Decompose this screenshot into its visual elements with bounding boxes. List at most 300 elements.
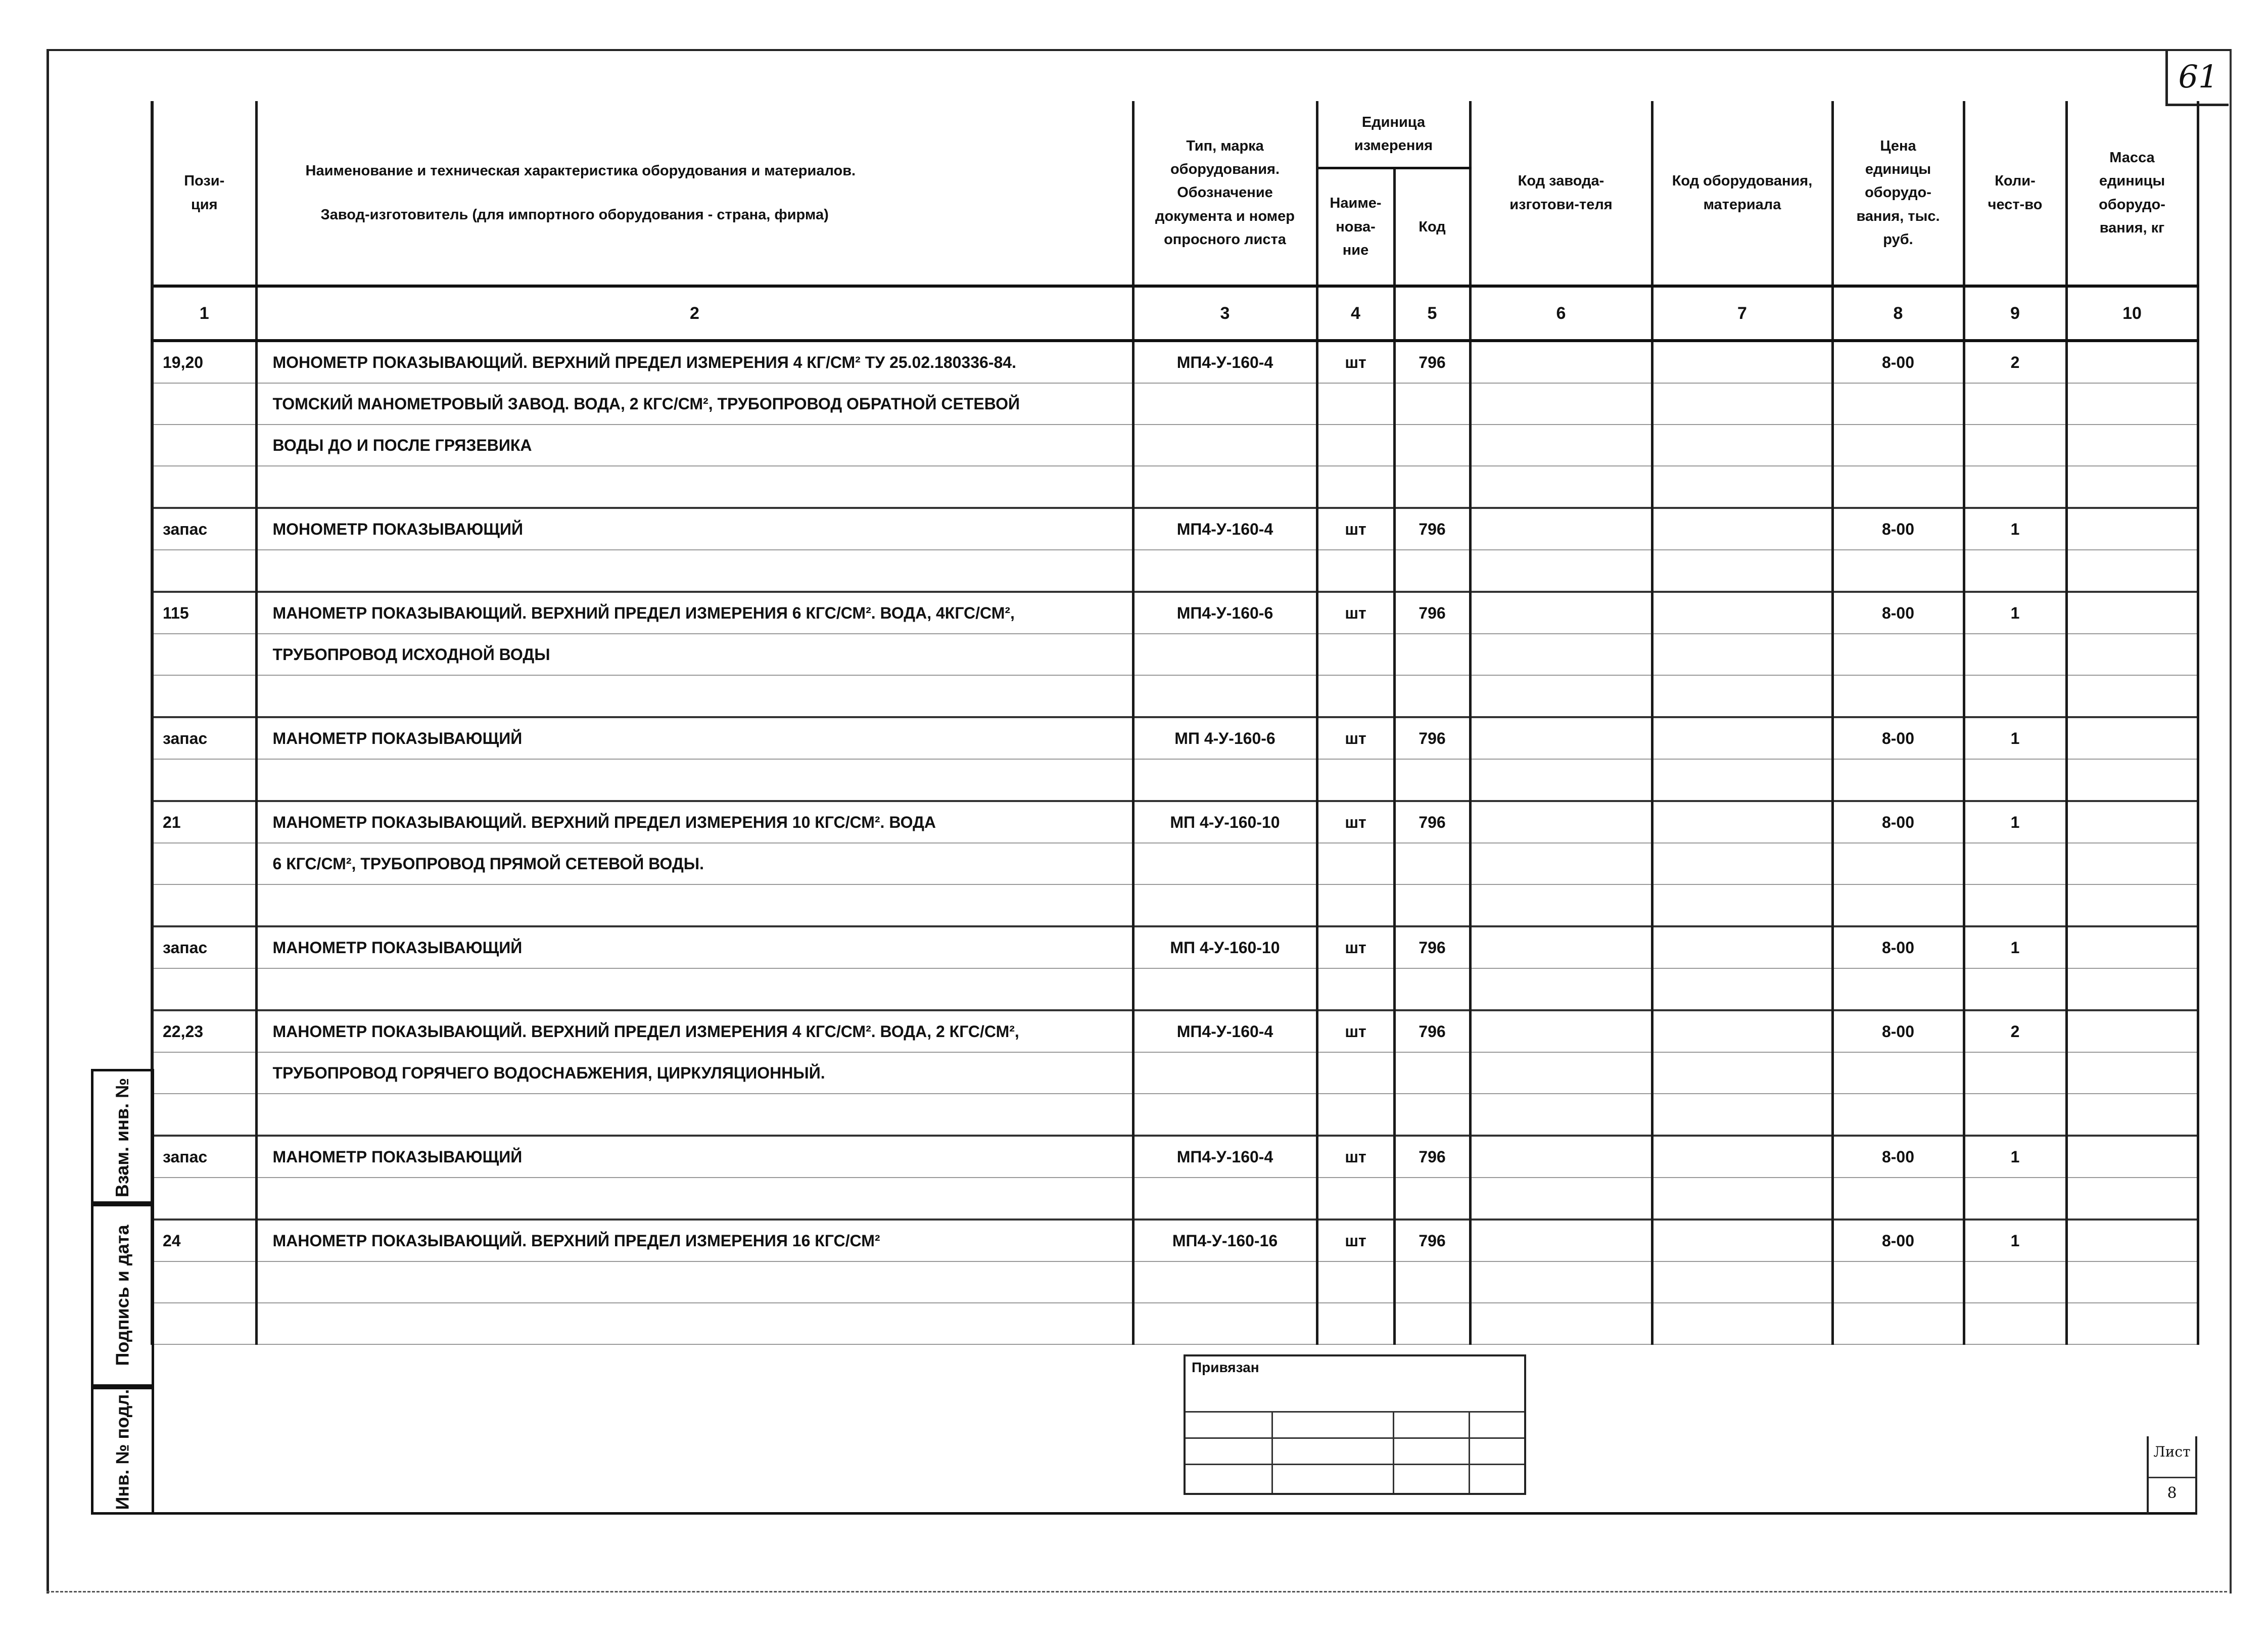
row-quantity: 1	[1964, 801, 2066, 843]
row-unit: шт	[1317, 1136, 1394, 1178]
row-quantity	[1964, 550, 2066, 592]
row-unit-code: 796	[1394, 341, 1470, 383]
row-type: МП 4-У-160-10	[1133, 801, 1317, 843]
row-type	[1133, 675, 1317, 717]
row-equipment-code	[1652, 634, 1832, 675]
row-name: МОНОМЕТР ПОКАЗЫВАЮЩИЙ. ВЕРХНИЙ ПРЕДЕЛ ИЗМЕРЕНИЯ 4 КГ/СМ² ТУ 25.02.180336-84.	[256, 341, 1133, 383]
table-row	[152, 968, 2198, 1010]
row-unit-code: 796	[1394, 801, 1470, 843]
row-unit-code	[1394, 675, 1470, 717]
row-unit-code	[1394, 759, 1470, 801]
row-type	[1133, 634, 1317, 675]
header-position: Пози- ция	[152, 101, 256, 286]
row-price	[1832, 550, 1964, 592]
row-position	[152, 1052, 256, 1094]
row-position	[152, 968, 256, 1010]
row-unit-code	[1394, 843, 1470, 884]
row-factory-code	[1470, 1136, 1652, 1178]
row-factory-code	[1470, 926, 1652, 968]
row-unit	[1317, 968, 1394, 1010]
row-unit-code	[1394, 884, 1470, 926]
row-equipment-code	[1652, 675, 1832, 717]
header-unit-group: Единица измерения	[1317, 101, 1470, 168]
row-equipment-code	[1652, 508, 1832, 550]
row-unit: шт	[1317, 1220, 1394, 1261]
row-position: запас	[152, 1136, 256, 1178]
row-type	[1133, 759, 1317, 801]
row-unit	[1317, 759, 1394, 801]
row-equipment-code	[1652, 592, 1832, 634]
row-quantity: 1	[1964, 926, 2066, 968]
row-price: 8-00	[1832, 801, 1964, 843]
row-type	[1133, 466, 1317, 508]
row-quantity	[1964, 425, 2066, 466]
row-unit-code	[1394, 550, 1470, 592]
trim-line	[46, 1591, 2227, 1592]
row-unit: шт	[1317, 592, 1394, 634]
table-row	[152, 926, 2198, 968]
row-mass	[2066, 968, 2198, 1010]
row-factory-code	[1470, 884, 1652, 926]
table-row	[152, 801, 2198, 843]
table-row	[152, 1052, 2198, 1094]
row-mass	[2066, 550, 2198, 592]
row-type	[1133, 1178, 1317, 1220]
row-quantity	[1964, 1261, 2066, 1303]
stamp-divider	[1393, 1411, 1394, 1493]
row-unit: шт	[1317, 801, 1394, 843]
stamp-line	[1186, 1437, 1524, 1439]
row-factory-code	[1470, 592, 1652, 634]
row-mass	[2066, 383, 2198, 425]
row-type: МП4-У-160-6	[1133, 592, 1317, 634]
row-price: 8-00	[1832, 1220, 1964, 1261]
row-equipment-code	[1652, 801, 1832, 843]
row-unit	[1317, 843, 1394, 884]
row-equipment-code	[1652, 884, 1832, 926]
row-equipment-code	[1652, 1010, 1832, 1052]
row-factory-code	[1470, 1094, 1652, 1136]
specification-table	[151, 101, 2199, 1345]
row-unit-code: 796	[1394, 592, 1470, 634]
row-mass	[2066, 759, 2198, 801]
row-equipment-code	[1652, 926, 1832, 968]
row-position	[152, 843, 256, 884]
row-name: МАНОМЕТР ПОКАЗЫВАЮЩИЙ	[256, 1136, 1133, 1178]
stamp-divider	[1271, 1411, 1273, 1493]
row-position	[152, 1178, 256, 1220]
row-mass	[2066, 1303, 2198, 1344]
table-row	[152, 1178, 2198, 1220]
row-type	[1133, 425, 1317, 466]
table-row	[152, 759, 2198, 801]
row-equipment-code	[1652, 383, 1832, 425]
row-type	[1133, 550, 1317, 592]
table-row	[152, 1261, 2198, 1303]
row-mass	[2066, 508, 2198, 550]
row-name: ТОМСКИЙ МАНОМЕТРОВЫЙ ЗАВОД. ВОДА, 2 КГС/СМ², ТРУБОПРОВОД ОБРАТНОЙ СЕТЕВОЙ	[256, 383, 1133, 425]
row-type	[1133, 843, 1317, 884]
row-unit-code	[1394, 425, 1470, 466]
row-name	[256, 1261, 1133, 1303]
row-equipment-code	[1652, 759, 1832, 801]
row-mass	[2066, 592, 2198, 634]
side-field-signature-date: Подпись и дата	[91, 1201, 154, 1389]
table-row	[152, 341, 2198, 383]
row-unit	[1317, 1303, 1394, 1344]
table-row	[152, 1220, 2198, 1261]
row-name: МОНОМЕТР ПОКАЗЫВАЮЩИЙ	[256, 508, 1133, 550]
row-name: ВОДЫ ДО И ПОСЛЕ ГРЯЗЕВИКА	[256, 425, 1133, 466]
row-position	[152, 1303, 256, 1344]
row-name: ТРУБОПРОВОД ИСХОДНОЙ ВОДЫ	[256, 634, 1133, 675]
row-equipment-code	[1652, 1261, 1832, 1303]
row-quantity: 1	[1964, 717, 2066, 759]
header-name	[256, 101, 1133, 286]
row-factory-code	[1470, 717, 1652, 759]
row-factory-code	[1470, 1303, 1652, 1344]
row-unit-code: 796	[1394, 1136, 1470, 1178]
row-factory-code	[1470, 466, 1652, 508]
row-type	[1133, 383, 1317, 425]
col-number: 7	[1652, 286, 1832, 341]
row-position	[152, 634, 256, 675]
row-unit	[1317, 1094, 1394, 1136]
table-row	[152, 1010, 2198, 1052]
row-factory-code	[1470, 1178, 1652, 1220]
col-number: 2	[256, 286, 1133, 341]
row-unit-code	[1394, 383, 1470, 425]
row-position	[152, 759, 256, 801]
row-equipment-code	[1652, 341, 1832, 383]
row-position	[152, 550, 256, 592]
row-equipment-code	[1652, 843, 1832, 884]
row-position: 21	[152, 801, 256, 843]
row-name	[256, 968, 1133, 1010]
row-mass	[2066, 1178, 2198, 1220]
row-name: 6 КГС/СМ², ТРУБОПРОВОД ПРЯМОЙ СЕТЕВОЙ ВОДЫ.	[256, 843, 1133, 884]
row-price	[1832, 634, 1964, 675]
row-name	[256, 466, 1133, 508]
sheet-number: 61	[2165, 49, 2229, 106]
table-row	[152, 508, 2198, 550]
row-quantity	[1964, 1094, 2066, 1136]
row-mass	[2066, 717, 2198, 759]
header-quantity: Коли-чест-во	[1964, 101, 2066, 286]
table-row	[152, 1303, 2198, 1344]
row-quantity	[1964, 634, 2066, 675]
row-unit-code: 796	[1394, 717, 1470, 759]
row-mass	[2066, 1136, 2198, 1178]
table-row	[152, 1136, 2198, 1178]
row-mass	[2066, 675, 2198, 717]
col-number: 9	[1964, 286, 2066, 341]
row-position	[152, 425, 256, 466]
list-label: Лист	[2153, 1443, 2191, 1460]
row-mass	[2066, 801, 2198, 843]
table-row	[152, 550, 2198, 592]
row-factory-code	[1470, 759, 1652, 801]
row-name: МАНОМЕТР ПОКАЗЫВАЮЩИЙ. ВЕРХНИЙ ПРЕДЕЛ ИЗМЕРЕНИЯ 10 КГС/СМ². ВОДА	[256, 801, 1133, 843]
row-unit-code: 796	[1394, 1220, 1470, 1261]
row-quantity: 1	[1964, 1220, 2066, 1261]
row-unit-code: 796	[1394, 926, 1470, 968]
row-factory-code	[1470, 1220, 1652, 1261]
table-row	[152, 884, 2198, 926]
row-price: 8-00	[1832, 341, 1964, 383]
row-position: 22,23	[152, 1010, 256, 1052]
row-unit: шт	[1317, 341, 1394, 383]
row-name	[256, 550, 1133, 592]
row-unit-code	[1394, 466, 1470, 508]
row-mass	[2066, 926, 2198, 968]
row-price	[1832, 968, 1964, 1010]
row-equipment-code	[1652, 1136, 1832, 1178]
row-position: запас	[152, 717, 256, 759]
row-position	[152, 675, 256, 717]
header-factory-code: Код завода-изготови-теля	[1470, 101, 1652, 286]
row-factory-code	[1470, 1010, 1652, 1052]
header-price: Цена единицы оборудо-вания, тыс. руб.	[1832, 101, 1964, 286]
row-unit	[1317, 383, 1394, 425]
row-name	[256, 675, 1133, 717]
row-equipment-code	[1652, 1052, 1832, 1094]
row-mass	[2066, 1094, 2198, 1136]
row-mass	[2066, 1052, 2198, 1094]
row-mass	[2066, 466, 2198, 508]
row-price	[1832, 759, 1964, 801]
col-number: 10	[2066, 286, 2198, 341]
row-equipment-code	[1652, 1178, 1832, 1220]
stamp-line	[1186, 1464, 1524, 1465]
row-quantity	[1964, 466, 2066, 508]
row-price	[1832, 1178, 1964, 1220]
row-name: МАНОМЕТР ПОКАЗЫВАЮЩИЙ	[256, 926, 1133, 968]
linkage-stamp	[1184, 1354, 1526, 1495]
row-price: 8-00	[1832, 1136, 1964, 1178]
row-unit	[1317, 550, 1394, 592]
row-type: МП4-У-160-4	[1133, 1010, 1317, 1052]
header-unit-code: Код	[1394, 168, 1470, 287]
row-position: 19,20	[152, 341, 256, 383]
row-unit-code	[1394, 1094, 1470, 1136]
header-row	[152, 101, 2198, 168]
row-price	[1832, 425, 1964, 466]
row-unit: шт	[1317, 926, 1394, 968]
row-name: МАНОМЕТР ПОКАЗЫВАЮЩИЙ. ВЕРХНИЙ ПРЕДЕЛ ИЗМЕРЕНИЯ 4 КГС/СМ². ВОДА, 2 КГС/СМ²,	[256, 1010, 1133, 1052]
row-equipment-code	[1652, 717, 1832, 759]
row-type: МП 4-У-160-10	[1133, 926, 1317, 968]
row-type	[1133, 1261, 1317, 1303]
row-name	[256, 1094, 1133, 1136]
row-name	[256, 759, 1133, 801]
row-type: МП4-У-160-16	[1133, 1220, 1317, 1261]
row-price: 8-00	[1832, 926, 1964, 968]
row-price	[1832, 1094, 1964, 1136]
row-price	[1832, 383, 1964, 425]
row-equipment-code	[1652, 1094, 1832, 1136]
row-mass	[2066, 843, 2198, 884]
row-unit-code: 796	[1394, 508, 1470, 550]
row-price: 8-00	[1832, 592, 1964, 634]
row-equipment-code	[1652, 968, 1832, 1010]
row-equipment-code	[1652, 550, 1832, 592]
row-price: 8-00	[1832, 717, 1964, 759]
col-number: 1	[152, 286, 256, 341]
row-unit: шт	[1317, 717, 1394, 759]
row-factory-code	[1470, 634, 1652, 675]
row-quantity	[1964, 383, 2066, 425]
row-factory-code	[1470, 968, 1652, 1010]
stamp-label: Привязан	[1192, 1359, 1259, 1375]
row-type	[1133, 1094, 1317, 1136]
row-position: 24	[152, 1220, 256, 1261]
header-name-line2: Завод-изготовитель (для импортного оборудования - страна, фирма)	[320, 206, 829, 223]
row-position	[152, 1261, 256, 1303]
row-price	[1832, 1261, 1964, 1303]
row-name: МАНОМЕТР ПОКАЗЫВАЮЩИЙ. ВЕРХНИЙ ПРЕДЕЛ ИЗМЕРЕНИЯ 6 КГС/СМ². ВОДА, 4КГС/СМ²,	[256, 592, 1133, 634]
row-type: МП4-У-160-4	[1133, 1136, 1317, 1178]
row-position	[152, 884, 256, 926]
table-row	[152, 425, 2198, 466]
row-equipment-code	[1652, 1220, 1832, 1261]
row-type: МП 4-У-160-6	[1133, 717, 1317, 759]
header-mass: Масса единицы оборудо-вания, кг	[2066, 101, 2198, 286]
side-field-original-inv: Инв. № подл.	[91, 1384, 154, 1515]
row-price: 8-00	[1832, 1010, 1964, 1052]
col-number: 5	[1394, 286, 1470, 341]
row-unit: шт	[1317, 1010, 1394, 1052]
row-price	[1832, 466, 1964, 508]
row-equipment-code	[1652, 466, 1832, 508]
row-unit-code	[1394, 1303, 1470, 1344]
row-position	[152, 1094, 256, 1136]
row-factory-code	[1470, 425, 1652, 466]
row-quantity	[1964, 759, 2066, 801]
table-row	[152, 1094, 2198, 1136]
row-price	[1832, 884, 1964, 926]
table-row	[152, 717, 2198, 759]
header-type: Тип, марка оборудования. Обозначение документа и номер опросного листа	[1133, 101, 1317, 286]
row-position: запас	[152, 508, 256, 550]
row-unit	[1317, 884, 1394, 926]
row-position	[152, 466, 256, 508]
row-unit-code	[1394, 634, 1470, 675]
row-quantity	[1964, 968, 2066, 1010]
row-unit-code: 796	[1394, 1010, 1470, 1052]
row-name	[256, 1303, 1133, 1344]
table-row	[152, 843, 2198, 884]
table-row	[152, 592, 2198, 634]
row-unit-code	[1394, 1052, 1470, 1094]
table-bottom-line	[151, 1512, 2197, 1515]
row-name	[256, 884, 1133, 926]
table-row	[152, 466, 2198, 508]
row-mass	[2066, 884, 2198, 926]
row-quantity	[1964, 884, 2066, 926]
row-unit	[1317, 466, 1394, 508]
column-number-row	[152, 286, 2198, 341]
row-unit	[1317, 634, 1394, 675]
table-row	[152, 634, 2198, 675]
col-number: 6	[1470, 286, 1652, 341]
row-price: 8-00	[1832, 508, 1964, 550]
row-quantity: 2	[1964, 1010, 2066, 1052]
row-quantity	[1964, 843, 2066, 884]
row-type	[1133, 884, 1317, 926]
sheet-list-box	[2147, 1436, 2197, 1514]
row-position	[152, 383, 256, 425]
table-row	[152, 675, 2198, 717]
col-number: 8	[1832, 286, 1964, 341]
row-quantity	[1964, 1303, 2066, 1344]
row-quantity: 1	[1964, 1136, 2066, 1178]
row-factory-code	[1470, 508, 1652, 550]
row-equipment-code	[1652, 1303, 1832, 1344]
row-factory-code	[1470, 341, 1652, 383]
row-type	[1133, 1303, 1317, 1344]
row-unit-code	[1394, 1178, 1470, 1220]
row-name	[256, 1178, 1133, 1220]
row-factory-code	[1470, 1261, 1652, 1303]
row-mass	[2066, 1010, 2198, 1052]
row-equipment-code	[1652, 425, 1832, 466]
row-quantity	[1964, 1178, 2066, 1220]
row-price	[1832, 1052, 1964, 1094]
row-factory-code	[1470, 801, 1652, 843]
row-quantity: 1	[1964, 508, 2066, 550]
row-quantity: 1	[1964, 592, 2066, 634]
header-name-line1: Наименование и техническая характеристика оборудования и материалов.	[305, 163, 856, 179]
table-row	[152, 383, 2198, 425]
row-name: МАНОМЕТР ПОКАЗЫВАЮЩИЙ	[256, 717, 1133, 759]
row-quantity	[1964, 675, 2066, 717]
row-price	[1832, 675, 1964, 717]
row-name: ТРУБОПРОВОД ГОРЯЧЕГО ВОДОСНАБЖЕНИЯ, ЦИРКУЛЯЦИОННЫЙ.	[256, 1052, 1133, 1094]
row-mass	[2066, 1261, 2198, 1303]
row-price	[1832, 843, 1964, 884]
row-factory-code	[1470, 550, 1652, 592]
row-type	[1133, 1052, 1317, 1094]
row-unit-code	[1394, 1261, 1470, 1303]
col-number: 4	[1317, 286, 1394, 341]
row-mass	[2066, 1220, 2198, 1261]
side-field-replaced-inv: Взам. инв. №	[91, 1069, 154, 1206]
row-price	[1832, 1303, 1964, 1344]
row-position: запас	[152, 926, 256, 968]
row-unit	[1317, 1052, 1394, 1094]
row-unit	[1317, 675, 1394, 717]
header-unit-name: Наиме-нова-ние	[1317, 168, 1394, 287]
row-mass	[2066, 425, 2198, 466]
row-factory-code	[1470, 383, 1652, 425]
row-unit-code	[1394, 968, 1470, 1010]
row-position: 115	[152, 592, 256, 634]
row-unit	[1317, 425, 1394, 466]
row-quantity	[1964, 1052, 2066, 1094]
col-number: 3	[1133, 286, 1317, 341]
row-type	[1133, 968, 1317, 1010]
row-factory-code	[1470, 675, 1652, 717]
row-mass	[2066, 634, 2198, 675]
row-mass	[2066, 341, 2198, 383]
row-factory-code	[1470, 1052, 1652, 1094]
row-unit	[1317, 1261, 1394, 1303]
row-quantity: 2	[1964, 341, 2066, 383]
row-unit: шт	[1317, 508, 1394, 550]
row-factory-code	[1470, 843, 1652, 884]
row-type: МП4-У-160-4	[1133, 341, 1317, 383]
